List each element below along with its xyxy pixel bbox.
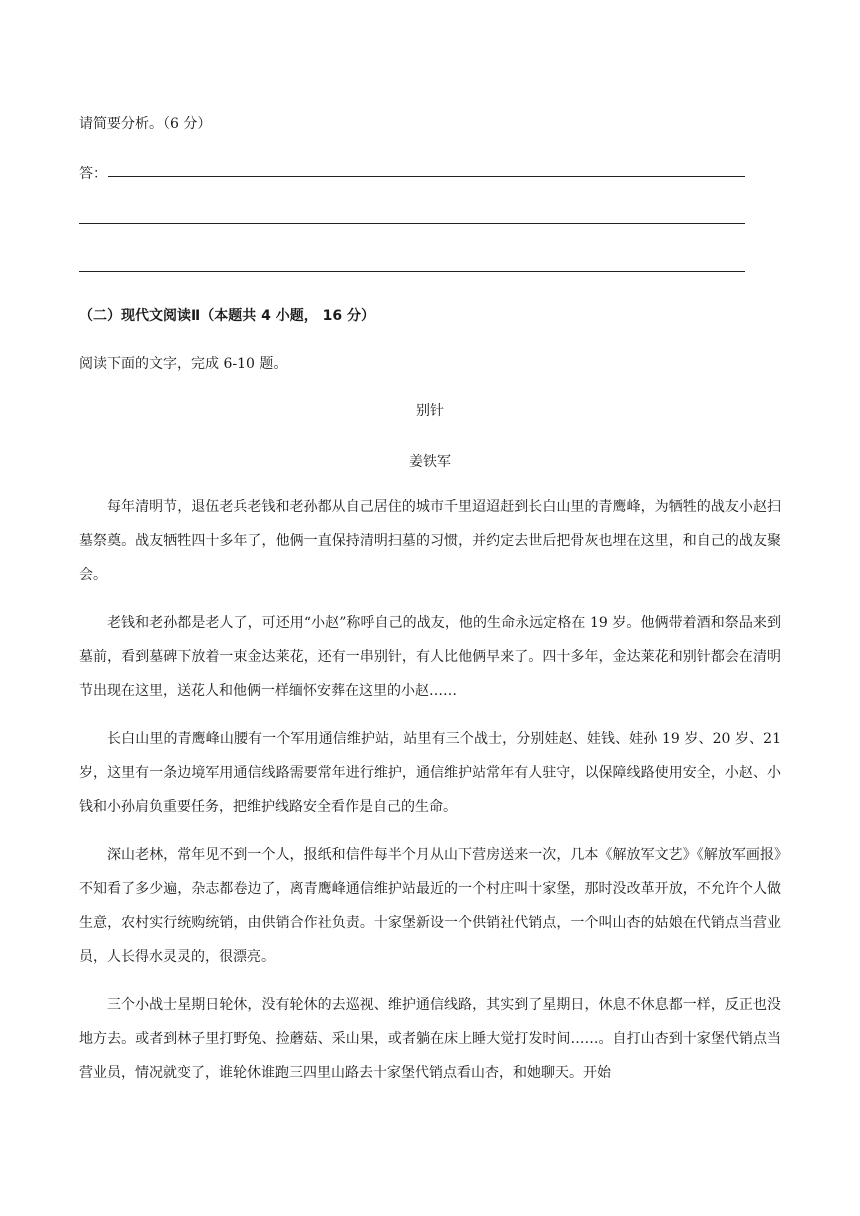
section-heading: （二）现代文阅读Ⅱ（本题共 4 小题， 16 分） bbox=[79, 308, 375, 324]
answer-line-1[interactable] bbox=[108, 176, 745, 177]
story-author: 姜铁军 bbox=[409, 454, 451, 470]
story-paragraph-4: 深山老林，常年见不到一个人，报纸和信件每半个月从山下营房送来一次，几本《解放军文艺》《解放军画报》不知看了多少遍，杂志都卷边了，离青鹰峰通信维护站最近的一个村庄叫十家堡，那时没改革开放，不允许个人做生意，农村实行统购统销，由供销合作社负责。十家堡新设一个供销社代销点，一个叫山杏的姑娘在代销点当营业员，人长得水灵灵的，很漂亮。 bbox=[79, 847, 781, 965]
story-paragraph-5: 三个小战士星期日轮休，没有轮休的去巡视、维护通信线路，其实到了星期日，休息不休息都一样，反正也没地方去。或者到林子里打野兔、捡蘑菇、采山果，或者躺在床上睡大觉打发时间……。自打山杏到十家堡代销点当营业员，情况就变了，谁轮休谁跑三四里山路去十家堡代销点看山杏，和她聊天。开始 bbox=[79, 997, 781, 1081]
section-instruction: 阅读下面的文字，完成 6-10 题。 bbox=[79, 356, 288, 372]
story-paragraph-1: 每年清明节，退伍老兵老钱和老孙都从自己居住的城市千里迢迢赶到长白山里的青鹰峰，为牺牲的战友小赵扫墓祭奠。战友牺牲四十多年了，他俩一直保持清明扫墓的习惯，并约定去世后把骨灰也埋在这里，和自己的战友聚会。 bbox=[79, 499, 781, 583]
answer-line-3[interactable] bbox=[79, 271, 745, 272]
story-title: 别针 bbox=[416, 403, 444, 419]
answer-line-2[interactable] bbox=[79, 223, 745, 224]
answer-label: 答： bbox=[79, 166, 107, 182]
story-paragraph-2: 老钱和老孙都是老人了，可还用“小赵”称呼自己的战友，他的生命永远定格在 19 岁。他俩带着酒和祭品来到墓前，看到墓碑下放着一束金达莱花，还有一串别针，有人比他俩早来了。四十多年，金达莱花和别针都会在清明节出现在这里，送花人和他俩一样缅怀安葬在这里的小赵…… bbox=[79, 615, 781, 699]
question-prompt: 请简要分析。（6 分） bbox=[79, 116, 212, 132]
story-paragraph-3: 长白山里的青鹰峰山腰有一个军用通信维护站，站里有三个战士，分别娃赵、娃钱、娃孙 19 岁、20 岁、21 岁，这里有一条边境军用通信线路需要常年进行维护，通信维护站常年有人驻守，以保障线路使用安全，小赵、小钱和小孙肩负重要任务，把维护线路安全看作是自己的生命。 bbox=[79, 731, 781, 815]
